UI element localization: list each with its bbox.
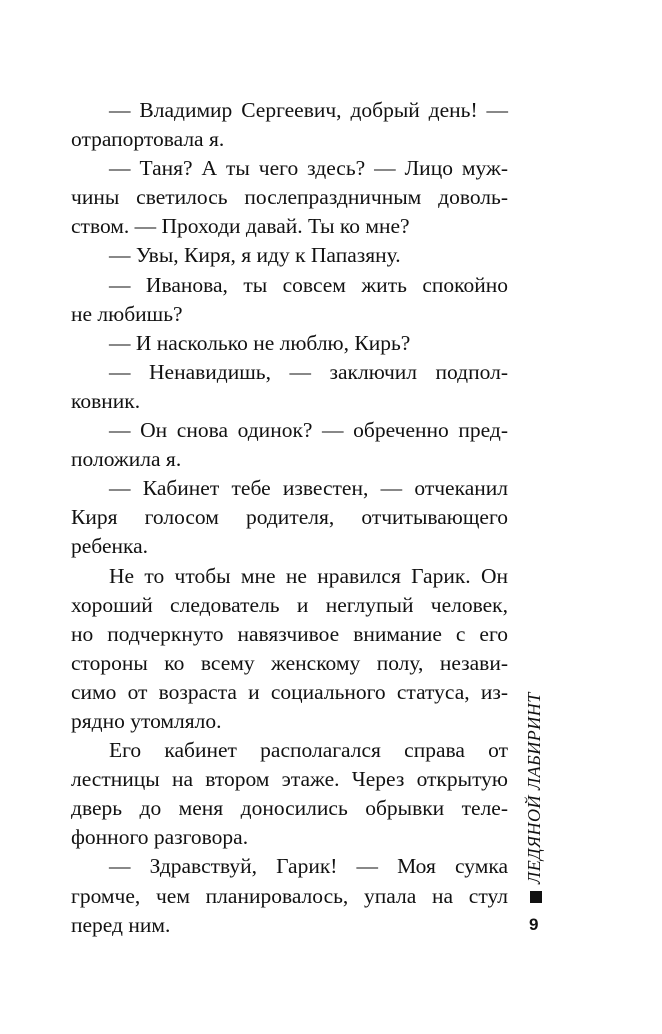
text-line: перед ним. [71, 912, 171, 937]
text-line: — Увы, Киря, я иду к Папазяну. [109, 243, 401, 268]
text-line: чины светилось послепраздничным доволь- [71, 185, 508, 210]
text-line: симо от возраста и социального статуса, из- [71, 679, 508, 704]
text-line: стороны ко всему женскому полу, незави- [71, 650, 508, 675]
text-line: дверь до меня доносились обрывки теле- [71, 796, 508, 821]
page-number: 9 [529, 915, 539, 934]
text-line: Киря голосом родителя, отчитывающего [71, 505, 508, 530]
text-line: положила я. [71, 447, 182, 472]
text-line: фонного разговора. [71, 825, 249, 850]
text-line: — Кабинет тебе известен, — отчеканил [109, 476, 508, 501]
text-line: — Таня? А ты чего здесь? — Лицо муж- [109, 156, 508, 181]
body-text [71, 96, 508, 940]
text-line: но подчеркнуто навязчивое внимание с его [71, 621, 508, 646]
text-line: Его кабинет располагался справа от [109, 738, 508, 763]
text-line: громче, чем планировалось, упала на стул [71, 883, 508, 908]
square-marker-icon [530, 891, 542, 903]
text-line: — Владимир Сергеевич, добрый день! — [109, 98, 508, 122]
text-line: хороший следователь и неглупый человек, [71, 592, 508, 617]
text-line: лестницы на втором этаже. Через открытую [71, 767, 508, 792]
text-line: ребенка. [71, 534, 149, 559]
text-line: не любишь? [71, 301, 183, 326]
text-line: — Здравствуй, Гарик! — Моя сумка [109, 854, 508, 879]
text-line: — Ненавидишь, — заключил подпол- [109, 359, 508, 384]
text-line: — И насколько не люблю, Кирь? [109, 330, 411, 355]
text-line: — Он снова одинок? — обреченно пред- [109, 418, 508, 443]
text-line: рядно утомляло. [71, 708, 222, 733]
text-line: отрапортовала я. [71, 127, 225, 152]
text-line: ством. — Проходи давай. Ты ко мне? [71, 214, 410, 239]
text-line: — Иванова, ты совсем жить спокойно [109, 272, 508, 297]
text-line: Не то чтобы мне не нравился Гарик. Он [109, 563, 508, 588]
running-title: ЛЕДЯНОЙ ЛАБИРИНТ [524, 692, 544, 884]
text-line: ковник. [71, 388, 141, 413]
